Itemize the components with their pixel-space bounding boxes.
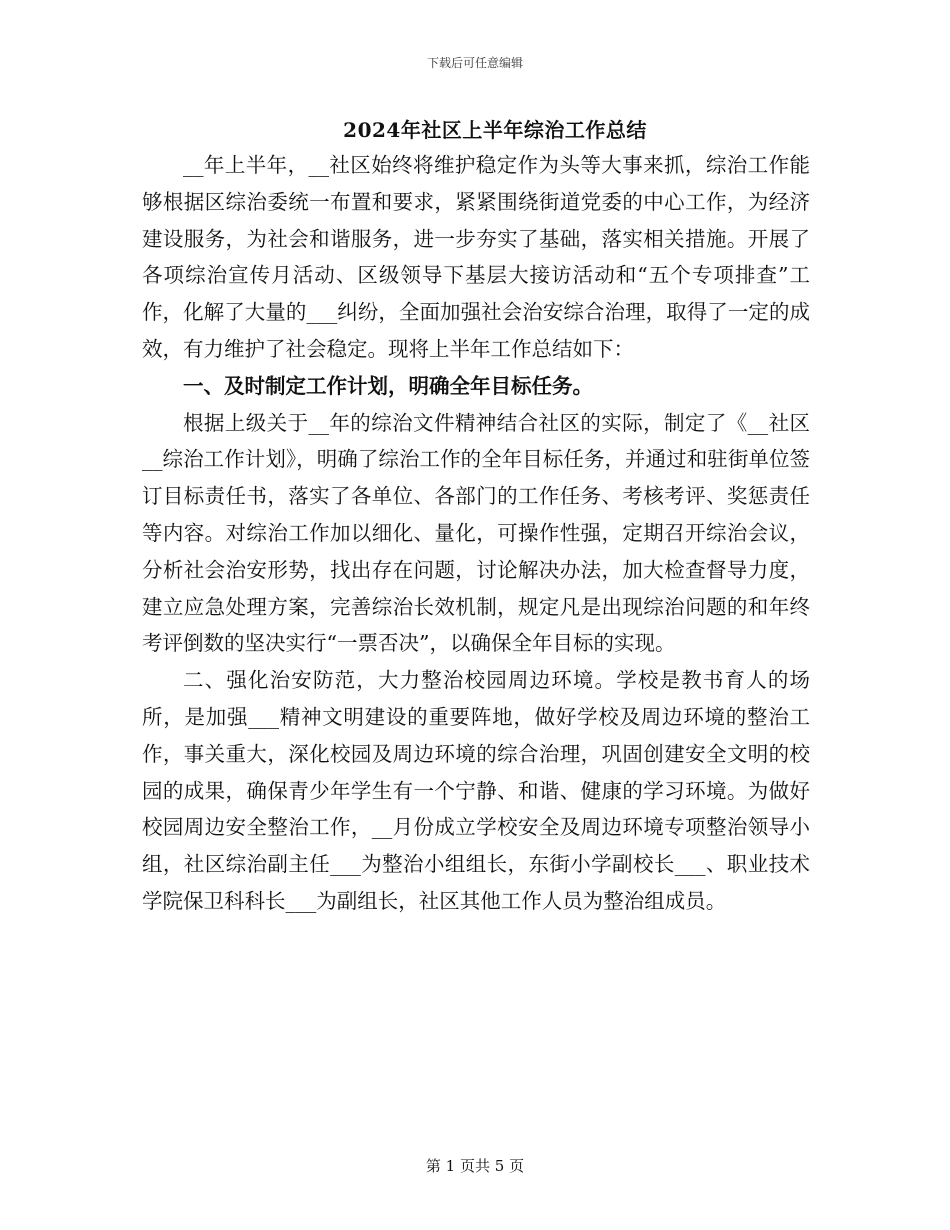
page-number: 第 1 页共 5 页 [425, 1157, 525, 1175]
document-body [142, 147, 810, 920]
section-heading-1: 一、及时制定工作计划，明确全年目标任务。 [183, 373, 593, 398]
section-2-paragraph: 二、强化治安防范，大力整治校园周边环境。学校是教书育人的场所，是加强___精神文明建设的重要阵地，做好学校及周边环境的整治工作，事关重大，深化校园及周边环境的综合治理，巩固创建安全文明的校园的成果，确保青少年学生有一个宁静、和谐、健康的学习环境。为做好校园周边安全整治工作，__月份成立学校安全及周边环境专项整治领导小组，社区综治副主任___为整治小组组长，东街小学副校长___、职业技术学院保卫科科长___为副组长，社区其他工作人员为整治组成员。 [142, 668, 810, 913]
intro-paragraph: __年上半年，__社区始终将维护稳定作为头等大事来抓，综治工作能够根据区综治委统一布置和要求，紧紧围绕街道党委的中心工作，为经济建设服务，为社会和谐服务，进一步夯实了基础，落实相关措施。开展了各项综治宣传月活动、区级领导下基层大接访活动和“五个专项排查”工作，化解了大量的___纠纷，全面加强社会治安综合治理，取得了一定的成效，有力维护了社会稳定。现将上半年工作总结如下： [142, 153, 810, 361]
section-1-paragraph: 根据上级关于__年的综治文件精神结合社区的实际，制定了《__社区__综治工作计划》，明确了综治工作的全年目标任务，并通过和驻街单位签订目标责任书，落实了各单位、各部门的工作任务、考核考评、奖惩责任等内容。对综治工作加以细化、量化，可操作性强，定期召开综治会议，分析社会治安形势，找出存在问题，讨论解决办法，加大检查督导力度，建立应急处理方案，完善综治长效机制，规定凡是出现综治问题的和年终考评倒数的坚决实行“一票否决”，以确保全年目标的实现。 [142, 410, 810, 656]
document-title: 2024年社区上半年综治工作总结 [343, 118, 647, 142]
page-header-note: 下载后可任意编辑 [426, 56, 523, 70]
